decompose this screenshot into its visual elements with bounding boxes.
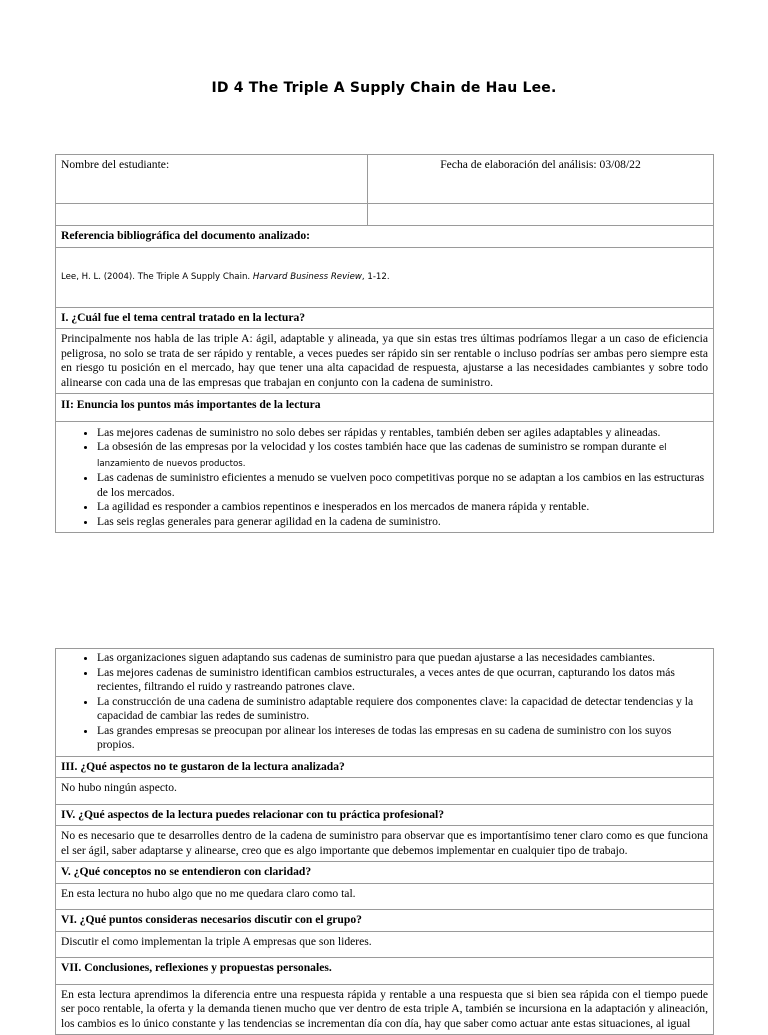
q1-heading-row xyxy=(56,307,714,329)
bullet-text: La obsesión de las empresas por la velocidad y los costes también hace que las cadenas de suministro se rompan durante xyxy=(97,440,659,453)
list-item: • Las mejores cadenas de suministro identifican cambios estructurales, a veces antes de que ocurran, capturando los datos más recientes, filtrando el ruido y rastreando patrones clave. xyxy=(97,666,708,695)
reference-heading: Referencia bibliográfica del documento analizado: xyxy=(56,226,714,248)
list-item: • Las grandes empresas se preocupan por alinear los intereses de todas las empresas en su cadena de suministro con los suyos propios. xyxy=(97,724,708,753)
q1-answer: Principalmente nos habla de las triple A: ágil, adaptable y alineada, ya que sin estas tres últimas podríamos llegar a un caso de eficiencia peligrosa, no solo se trata de ser rápido y rentable, a veces puedes ser rápido sin ser rentable o incluso podrías ser ambas pero siempre esta en riesgo tu posición en el mercado, hay que tener una alta capacidad de respuesta, ajustarse a las necesidades cambiantes y sobre todo alinearse con cada una de las empresas que trabajan en conjunto con la cadena de suministro. xyxy=(56,329,714,394)
list-item: • La agilidad es responder a cambios repentinos e inesperados en los mercados de manera rápida y rentable. xyxy=(97,500,708,515)
list-item: • Las mejores cadenas de suministro no solo debes ser rápidas y rentables, también deben ser agiles adaptables y alineadas. xyxy=(97,426,708,441)
q2-bullets-cell xyxy=(56,421,714,533)
q2-bullets-continued-cell xyxy=(56,649,714,757)
date-value xyxy=(368,204,714,226)
bullet-small-text: el lanzamiento de nuevos productos. xyxy=(97,443,667,469)
q3-heading: III. ¿Qué aspectos no te gustaron de la lectura analizada? xyxy=(56,756,714,778)
list-item: • La construcción de una cadena de suministro adaptable requiere dos componentes clave: la capacidad de detectar tendencias y la capacidad de cambiar las redes de suministro. xyxy=(97,695,708,724)
date-label: Fecha de elaboración del análisis: 03/08/22 xyxy=(368,155,714,204)
reference-journal: Harvard Business Review xyxy=(252,271,362,282)
list-item: • Las organizaciones siguen adaptando sus cadenas de suministro para que puedan ajustarse a las necesidades cambiantes. xyxy=(97,651,708,666)
key-points-list xyxy=(61,426,708,530)
list-item xyxy=(97,440,708,471)
page-title: ID 4 The Triple A Supply Chain de Hau Lee. xyxy=(211,80,557,96)
reference-heading-row xyxy=(56,226,714,248)
q4-answer: No es necesario que te desarrolles dentro de la cadena de suministro para observar que es importantísimo tener claro como es que funciona el ser ágil, saber adaptarse y alinearse, creo que es algo importante que debemos implementar en cualquier tipo de trabajo. xyxy=(56,826,714,862)
q6-answer: Discutir el como implementan la triple A empresas que son lideres. xyxy=(56,931,714,958)
q2-bullets-row xyxy=(56,421,714,533)
empty-row xyxy=(56,204,714,226)
list-item: • Las seis reglas generales para generar agilidad en la cadena de suministro. xyxy=(97,515,708,530)
key-points-list-continued xyxy=(61,651,708,753)
student-value xyxy=(56,204,368,226)
analysis-table-part-2 xyxy=(55,648,714,1035)
student-label: Nombre del estudiante: xyxy=(56,155,368,204)
q1-answer-row xyxy=(56,329,714,394)
q2-heading-row xyxy=(56,394,714,422)
student-row xyxy=(56,155,714,204)
q4-heading: IV. ¿Qué aspectos de la lectura puedes relacionar con tu práctica profesional? xyxy=(56,804,714,826)
q7-heading: VII. Conclusiones, reflexiones y propuestas personales. xyxy=(56,958,714,985)
list-item: • Las cadenas de suministro eficientes a menudo se vuelven poco competitivas porque no se adaptan a los cambios en las estructuras de los mercados. xyxy=(97,471,708,500)
q2-bullets-continued-row xyxy=(56,649,714,757)
q5-answer: En esta lectura no hubo algo que no me quedara claro como tal. xyxy=(56,883,714,910)
q6-heading: VI. ¿Qué puntos consideras necesarios discutir con el grupo? xyxy=(56,910,714,932)
q5-heading: V. ¿Qué conceptos no se entendieron con claridad? xyxy=(56,862,714,884)
reference-pages: , 1-12. xyxy=(361,271,390,282)
q2-heading: II: Enuncia los puntos más importantes de la lectura xyxy=(56,394,714,422)
analysis-table-part-1 xyxy=(55,154,714,533)
reference-row xyxy=(56,247,714,307)
q7-answer: En esta lectura aprendimos la diferencia entre una respuesta rápida y rentable a una respuesta que si bien sea rápida con el tiempo puede ser poco rentable, la oferta y la demanda tienen mucho que ver dentro de esta triple A, también se incursiona en la adaptación y alineación, los cambios es lo único constante y las tendencias se incrementan día con día, hay que saber como actuar ante estas situaciones, al igual xyxy=(56,984,714,1035)
reference-authors: Lee, H. L. (2004). The Triple A Supply Chain. xyxy=(61,271,253,282)
q1-heading: I. ¿Cuál fue el tema central tratado en la lectura? xyxy=(56,307,714,329)
reference-citation xyxy=(56,247,714,307)
q3-answer: No hubo ningún aspecto. xyxy=(56,778,714,805)
